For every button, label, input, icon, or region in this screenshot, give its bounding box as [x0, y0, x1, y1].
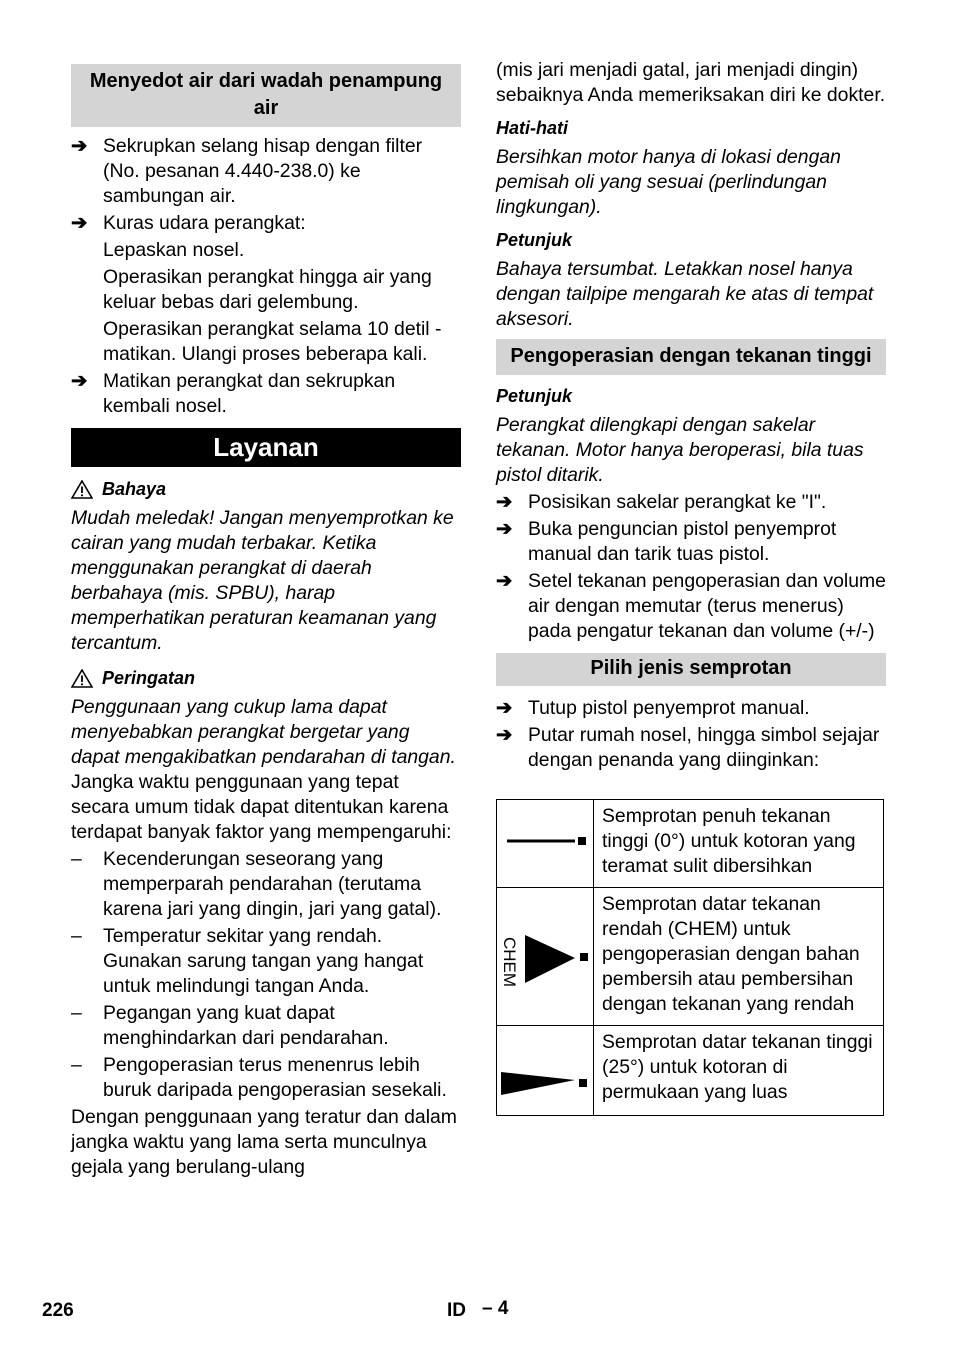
arrow-icon: ➔ [496, 491, 513, 513]
list-item: – Pegangan yang kuat dapat menghindarkan dari pendarahan. [71, 1002, 389, 1049]
note-text: Bahaya tersumbat. Letakkan nosel hanya dengan tailpipe mengarah ke atas di tempat aksesori. [496, 258, 874, 330]
left-column [71, 64, 461, 1180]
note-text: Perangkat dilengkapi dengan sakelar tekanan. Motor hanya beroperasi, bila tuas pistol ditarik. [496, 414, 864, 486]
arrow-icon: ➔ [71, 212, 88, 234]
chem-flat-jet-icon [497, 913, 593, 993]
sub-step: Operasikan perangkat hingga air yang keluar bebas dari gelembung. [103, 266, 432, 313]
step-text: Buka penguncian pistol penyemprot manual dan tarik tuas pistol. [528, 518, 837, 565]
page-number: 226 [42, 1300, 74, 1321]
arrow-icon: ➔ [71, 135, 88, 157]
instruction-step [71, 134, 461, 209]
table-cell-description: Semprotan datar tekanan rendah (CHEM) untuk pengoperasian dengan bahan pembersih atau pembersihan dengan tekanan yang rendah [594, 888, 884, 1026]
section-number: – 4 [482, 1298, 509, 1319]
sub-step: Lepaskan nosel. [103, 239, 245, 261]
step-text: Setel tekanan pengoperasian dan volume air dengan memutar (terus menerus) pada pengatur tekanan dan volume (+/-) [528, 570, 886, 642]
instruction-step [496, 696, 886, 721]
spray-type-table [496, 799, 884, 1116]
caution-label: Hati-hati [496, 118, 568, 138]
table-cell-description: Semprotan datar tekanan tinggi (25°) untuk kotoran di permukaan yang luas [594, 1026, 884, 1116]
chem-label: CHEM [500, 937, 519, 988]
table-row [497, 888, 884, 1026]
paragraph: Dengan penggunaan yang teratur dan dalam jangka waktu yang lama serta munculnya gejala yang berulang-ulang [71, 1106, 457, 1178]
instruction-step [496, 517, 886, 567]
paragraph: Jangka waktu penggunaan yang tepat secara umum tidak dapat ditentukan karena terdapat banyak faktor yang mempengaruhi: [71, 771, 452, 843]
warning-text: Penggunaan yang cukup lama dapat menyebabkan perangkat bergetar yang dapat mengakibatkan pendarahan di tangan. [71, 696, 456, 768]
list-item: – Pengoperasian terus menenrus lebih buruk daripada pengoperasian sesekali. [71, 1054, 447, 1101]
table-row [497, 1026, 884, 1116]
arrow-icon: ➔ [496, 518, 513, 540]
warning-triangle-icon [71, 669, 93, 688]
step-text: Sekrupkan selang hisap dengan filter (No. pesanan 4.440-238.0) ke sambungan air. [103, 135, 423, 207]
arrow-icon: ➔ [71, 370, 88, 392]
list-item: – Temperatur sekitar yang rendah. Gunakan sarung tangan yang hangat untuk melindungi tangan Anda. [71, 925, 424, 997]
instruction-step [71, 369, 461, 419]
table-cell-symbol [497, 800, 594, 888]
section-heading-drain: Menyedot air dari wadah penampung air [71, 64, 461, 127]
instruction-step [496, 490, 886, 515]
instruction-step [496, 569, 886, 644]
warning-label: Peringatan [71, 666, 461, 691]
danger-text: Mudah meledak! Jangan menyemprotkan ke cairan yang mudah terbakar. Ketika menggunakan perangkat di daerah berbahaya (mis. SPBU), harap memperhatikan peraturan keamanan yang tercantum. [71, 507, 454, 654]
note-label: Petunjuk [496, 230, 573, 250]
step-text: Matikan perangkat dan sekrupkan kembali nosel. [103, 370, 396, 417]
high-pressure-point-jet-icon [497, 820, 593, 860]
table-cell-description: Semprotan penuh tekanan tinggi (0°) untuk kotoran yang teramat sulit dibersihkan [594, 800, 884, 888]
step-text: Posisikan sakelar perangkat ke "I". [528, 491, 827, 513]
paragraph: (mis jari menjadi gatal, jari menjadi dingin) sebaiknya Anda memeriksakan diri ke dokter. [496, 59, 886, 106]
list-item: – Kecenderungan seseorang yang memperparah pendarahan (terutama karena jari yang dingin, jari yang gatal). [71, 848, 442, 920]
sub-step: Operasikan perangkat selama 10 detil - matikan. Ulangi proses beberapa kali. [103, 318, 442, 365]
high-pressure-flat-jet-icon [497, 1039, 593, 1095]
caution-text: Bersihkan motor hanya di lokasi dengan pemisah oli yang sesuai (perlindungan lingkungan). [496, 146, 841, 218]
instruction-step [496, 723, 886, 773]
danger-label: Bahaya [71, 477, 461, 502]
language-code: ID [447, 1300, 466, 1321]
arrow-icon: ➔ [496, 570, 513, 592]
section-heading-high-pressure: Pengoperasian dengan tekanan tinggi [496, 339, 886, 375]
table-cell-symbol [497, 888, 594, 1026]
note-label: Petunjuk [496, 386, 573, 406]
right-column [496, 58, 886, 1116]
table-row [497, 800, 884, 888]
arrow-icon: ➔ [496, 724, 513, 746]
table-cell-symbol [497, 1026, 594, 1116]
step-text: Tutup pistol penyemprot manual. [528, 697, 810, 719]
chapter-title: Layanan [71, 428, 461, 467]
instruction-step [71, 211, 461, 236]
arrow-icon: ➔ [496, 697, 513, 719]
step-text: Putar rumah nosel, hingga simbol sejajar dengan penanda yang diinginkan: [528, 724, 880, 771]
section-heading-spray-type: Pilih jenis semprotan [496, 653, 886, 686]
warning-triangle-icon [71, 480, 93, 499]
step-text: Kuras udara perangkat: [103, 212, 306, 234]
